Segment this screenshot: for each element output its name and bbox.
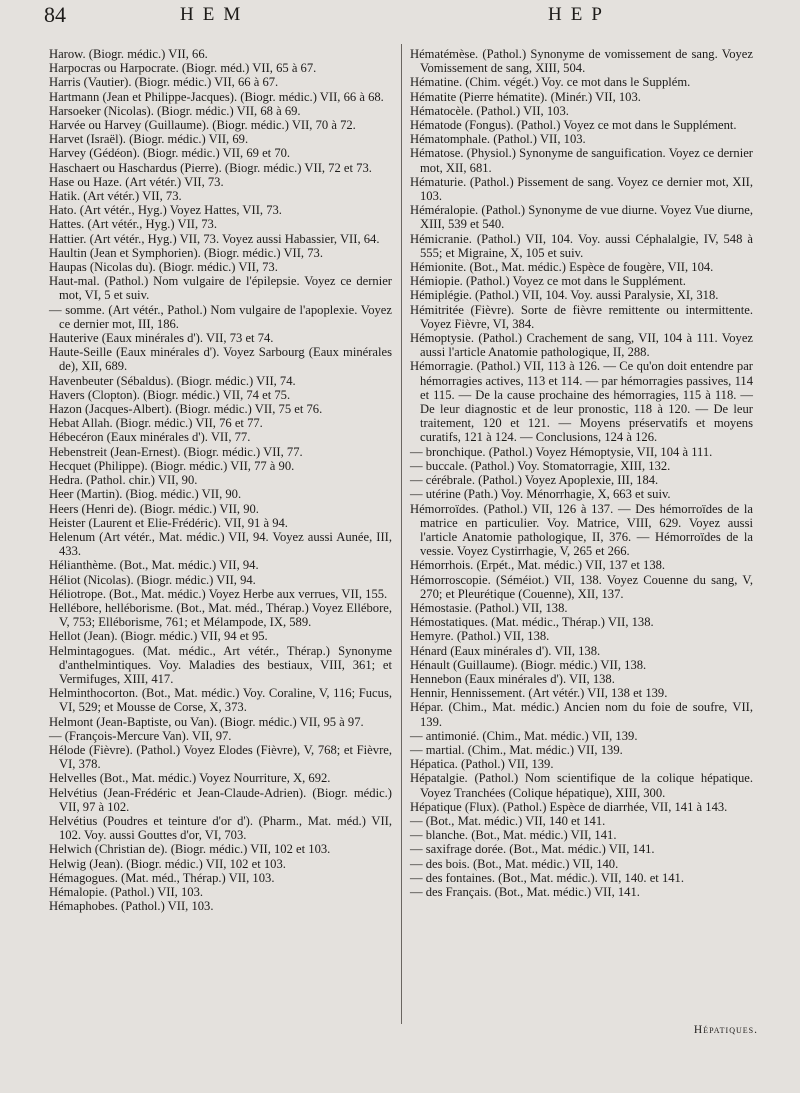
index-entry: — blanche. (Bot., Mat. médic.) VII, 141. [410, 828, 617, 843]
index-entry: Hépar. (Chim., Mat. médic.) Ancien nom du foie de soufre, VII, 139. [410, 700, 753, 729]
index-entry: — somme. (Art vétér., Pathol.) Nom vulgaire de l'apoplexie. Voyez ce dernier mot, III, 186. [49, 302, 392, 331]
index-entry: Harpocras ou Harpocrate. (Biogr. méd.) VII, 65 à 67. [49, 61, 317, 76]
index-entry: Harris (Vautier). (Biogr. médic.) VII, 66 à 67. [49, 75, 279, 90]
index-entry: Hémiplégie. (Pathol.) VII, 104. Voy. aussi Paralysie, XI, 318. [410, 288, 719, 303]
index-entry: Helmont (Jean-Baptiste, ou Van). (Biogr. médic.) VII, 95 à 97. [49, 714, 364, 729]
index-entry: Heister (Laurent et Elie-Frédéric). VII, 91 à 94. [49, 515, 288, 530]
index-entry: Helmintagogues. (Mat. médic., Art vétér., Thérap.) Synonyme d'anthelmintiques. Voy. Maladies des bestiaux, VIII, 361; et Vermifuges, XIII, 417. [49, 643, 392, 686]
index-entry: Helenum (Art vétér., Mat. médic.) VII, 94. Voyez aussi Aunée, III, 433. [49, 529, 392, 559]
index-entry: Helvétius (Poudres et teinture d'or d'). (Pharm., Mat. méd.) VII, 102. Voy. aussi Gouttes d'or, VI, 703. [49, 813, 392, 843]
index-entry: — des fontaines. (Bot., Mat. médic.). VII, 140. et 141. [410, 870, 684, 885]
index-entry: Hémiopie. (Pathol.) Voyez ce mot dans le Supplément. [410, 274, 686, 289]
index-entry: Havenbeuter (Sébaldus). (Biogr. médic.) VII, 74. [49, 373, 296, 388]
index-entry: Hémitritée (Fièvre). Sorte de fièvre remittente ou intermittente. Voyez Fièvre, VI, 384. [410, 302, 753, 331]
index-entry: — saxifrage dorée. (Bot., Mat. médic.) VII, 141. [410, 842, 655, 857]
index-entry: Hebat Allah. (Biogr. médic.) VII, 76 et 77. [49, 416, 263, 431]
index-entry: Hellot (Jean). (Biogr. médic.) VII, 94 et 95. [49, 629, 268, 644]
index-entry: Hennir, Hennissement. (Art vétér.) VII, 138 et 139. [410, 686, 668, 701]
index-entry: Hebenstreit (Jean-Ernest). (Biogr. médic.) VII, 77. [49, 444, 303, 459]
index-entry: Hémorroïdes. (Pathol.) VII, 126 à 137. — Des hémorroïdes de la matrice en particulier. Voy. Matrice, VIII, 629. Voyez aussi l'article Anatomie pathologique, II, 376. — Hémorroïdes de la vessie. Voyez Cystirrhagie, V, 265 et 266. [410, 501, 753, 559]
index-entry: Haut-mal. (Pathol.) Nom vulgaire de l'épilepsie. Voyez ce dernier mot, VI, 5 et suiv. [49, 274, 392, 303]
index-entry: Hématite (Pierre hématite). (Minér.) VII, 103. [410, 89, 641, 104]
index-entry: Héliot (Nicolas). (Biogr. médic.) VII, 94. [49, 572, 256, 587]
index-entry: Helwig (Jean). (Biogr. médic.) VII, 102 et 103. [49, 856, 286, 871]
index-entry: — (Bot., Mat. médic.) VII, 140 et 141. [410, 813, 606, 828]
index-entry: Hémagogues. (Mat. méd., Thérap.) VII, 103. [49, 870, 275, 885]
index-entry: Haschaert ou Haschardus (Pierre). (Biogr. médic.) VII, 72 et 73. [49, 160, 372, 175]
index-entry: — antimonié. (Chim., Mat. médic.) VII, 139. [410, 728, 638, 743]
index-entry: Haute-Seille (Eaux minérales d'). Voyez Sarbourg (Eaux minérales de), XII, 689. [49, 345, 392, 374]
index-entry: Hépatique (Flux). (Pathol.) Espèce de diarrhée, VII, 141 à 143. [410, 799, 728, 814]
index-entry: Hémionite. (Bot., Mat. médic.) Espèce de fougère, VII, 104. [410, 260, 714, 275]
index-entry: Hémorrhois. (Erpét., Mat. médic.) VII, 137 et 138. [410, 558, 666, 573]
page-number: 84 [44, 2, 66, 27]
index-entry: Harow. (Biogr. médic.) VII, 66. [49, 47, 208, 61]
index-entry: Hématose. (Physiol.) Synonyme de sanguification. Voyez ce dernier mot, XII, 681. [410, 146, 753, 175]
index-entry: — des bois. (Bot., Mat. médic.) VII, 140. [410, 856, 619, 871]
index-entry: Hemyre. (Pathol.) VII, 138. [410, 629, 550, 644]
index-entry: — buccale. (Pathol.) Voy. Stomatorragie, XIII, 132. [410, 458, 671, 473]
index-entry: Hématomphale. (Pathol.) VII, 103. [410, 132, 586, 147]
index-entry: Haupas (Nicolas du). (Biogr. médic.) VII, 73. [49, 260, 278, 275]
index-entry: Hennebon (Eaux minérales d'). VII, 138. [410, 671, 615, 686]
index-entry: Hartmann (Jean et Philippe-Jacques). (Biogr. médic.) VII, 66 à 68. [49, 89, 384, 104]
index-entry: Hase ou Haze. (Art vétér.) VII, 73. [49, 174, 224, 189]
catchword: Hépatiques. [693, 1024, 758, 1036]
index-entry: Hélode (Fièvre). (Pathol.) Voyez Elodes (Fièvre), V, 768; et Fièvre, VI, 378. [49, 742, 392, 772]
index-entry: Hattes. (Art vétér., Hyg.) VII, 73. [49, 217, 217, 232]
index-entry: Hépatalgie. (Pathol.) Nom scientifique de la colique hépatique. Voyez Tranchées (Colique hépatique), XIII, 300. [410, 771, 753, 800]
index-entry: Hedra. (Pathol. chir.) VII, 90. [49, 473, 198, 488]
left-column [49, 47, 392, 913]
index-entry: Hématode (Fongus). (Pathol.) Voyez ce mot dans le Supplément. [410, 118, 737, 133]
index-entry: Helvelles (Bot., Mat. médic.) Voyez Nourriture, X, 692. [49, 771, 331, 786]
column-divider [401, 44, 402, 1024]
index-entry: — bronchique. (Pathol.) Voyez Hémoptysie, VII, 104 à 111. [410, 444, 713, 459]
index-entry: Havers (Clopton). (Biogr. médic.) VII, 74 et 75. [49, 387, 291, 402]
index-entry: — martial. (Chim., Mat. médic.) VII, 139. [410, 742, 623, 757]
index-entry: Heers (Henri de). (Biogr. médic.) VII, 90. [49, 501, 259, 516]
index-entry: Hématine. (Chim. végét.) Voy. ce mot dans le Supplém. [410, 75, 691, 90]
index-entry: Hattier. (Art vétér., Hyg.) VII, 73. Voyez aussi Habassier, VII, 64. [49, 231, 380, 246]
index-entry: Harvet (Israël). (Biogr. médic.) VII, 69. [49, 132, 249, 147]
index-entry: Heer (Martin). (Biog. médic.) VII, 90. [49, 487, 242, 502]
index-entry: Hémalopie. (Pathol.) VII, 103. [49, 884, 204, 899]
index-entry: Harsoeker (Nicolas). (Biogr. médic.) VII, 68 à 69. [49, 103, 301, 118]
index-entry: Hazon (Jacques-Albert). (Biogr. médic.) VII, 75 et 76. [49, 402, 323, 417]
index-entry: — des Français. (Bot., Mat. médic.) VII, 141. [410, 884, 640, 899]
index-entry: Hébecéron (Eaux minérales d'). VII, 77. [49, 430, 251, 445]
index-entry: Helwich (Christian de). (Biogr. médic.) VII, 102 et 103. [49, 842, 331, 857]
right-column [410, 47, 753, 899]
index-entry: — (François-Mercure Van). VII, 97. [49, 728, 232, 743]
index-entry: Hémostasie. (Pathol.) VII, 138. [410, 600, 568, 615]
index-entry: Hatik. (Art vétér.) VII, 73. [49, 189, 182, 204]
page-header [0, 0, 800, 46]
index-entry: Hémorroscopie. (Séméiot.) VII, 138. Voyez Couenne du sang, V, 270; et Pleurétique (Couenne), XII, 137. [410, 572, 753, 601]
running-head-right: HEP [548, 4, 611, 25]
index-entry: Hématocèle. (Pathol.) VII, 103. [410, 103, 569, 118]
index-entry: — utérine (Path.) Voy. Ménorrhagie, X, 663 et suiv. [410, 487, 671, 502]
index-entry: Hellébore, helléborisme. (Bot., Mat. méd., Thérap.) Voyez Ellébore, V, 753; Elléborisme, 761; et Mélampode, IX, 589. [49, 600, 392, 630]
index-entry: Helminthocorton. (Bot., Mat. médic.) Voy. Coraline, V, 116; Fucus, VI, 529; et Mousse de Corse, X, 373. [49, 686, 392, 715]
index-entry: Hépatica. (Pathol.) VII, 139. [410, 757, 554, 772]
index-entry: Hémostatiques. (Mat. médic., Thérap.) VII, 138. [410, 615, 654, 630]
index-entry: Hémoptysie. (Pathol.) Crachement de sang, VII, 104 à 111. Voyez aussi l'article Anatomie pathologique, II, 288. [410, 331, 753, 360]
index-entry: Hémicranie. (Pathol.) VII, 104. Voy. aussi Céphalalgie, IV, 548 à 555; et Migraine, X, 105 et suiv. [410, 231, 753, 260]
index-entry: Harvey (Gédéon). (Biogr. médic.) VII, 69 et 70. [49, 146, 291, 161]
index-entry: — cérébrale. (Pathol.) Voyez Apoplexie, III, 184. [410, 473, 659, 488]
index-entry: Hato. (Art vétér., Hyg.) Voyez Hattes, VII, 73. [49, 203, 282, 218]
index-entry: Hecquet (Philippe). (Biogr. médic.) VII, 77 à 90. [49, 458, 295, 473]
index-entry: Hauterive (Eaux minérales d'). VII, 73 et 74. [49, 331, 274, 346]
running-head-left: HEM [180, 4, 250, 25]
index-entry: Harvée ou Harvey (Guillaume). (Biogr. médic.) VII, 70 à 72. [49, 118, 356, 133]
index-entry: Héliotrope. (Bot., Mat. médic.) Voyez Herbe aux verrues, VII, 155. [49, 586, 388, 601]
index-entry: Hématémèse. (Pathol.) Synonyme de vomissement de sang. Voyez Vomissement de sang, XIII, 504. [410, 47, 753, 76]
index-entry: Helvétius (Jean-Frédéric et Jean-Claude-Adrien). (Biogr. médic.) VII, 97 à 102. [49, 785, 392, 814]
index-entry: Haultin (Jean et Symphorien). (Biogr. médic.) VII, 73. [49, 245, 323, 260]
index-entry: Hénault (Guillaume). (Biogr. médic.) VII, 138. [410, 657, 647, 672]
index-entry: Hénard (Eaux minérales d'). VII, 138. [410, 643, 601, 658]
index-entry: Héméralopie. (Pathol.) Synonyme de vue diurne. Voyez Vue diurne, XIII, 539 et 540. [410, 203, 753, 232]
index-entry: Hélianthème. (Bot., Mat. médic.) VII, 94. [49, 558, 259, 573]
index-entry: Hématurie. (Pathol.) Pissement de sang. Voyez ce dernier mot, XII, 103. [410, 174, 753, 204]
index-entry: Hémorragie. (Pathol.) VII, 113 à 126. — Ce qu'on doit entendre par hémorragies actives, 113 et 114. — par hémorragies passives, 114 et 115. — De la cause prochaine des hémorragies, 115 à 118. — De leur diagnostic et de leur pronostic, 118 à 120. — De leur traitement, 120 et 121. — Moyens préservatifs et moyens curatifs, 121 à 124. — Conclusions, 124 à 126. [410, 359, 753, 445]
index-entry: Hémaphobes. (Pathol.) VII, 103. [49, 899, 214, 914]
